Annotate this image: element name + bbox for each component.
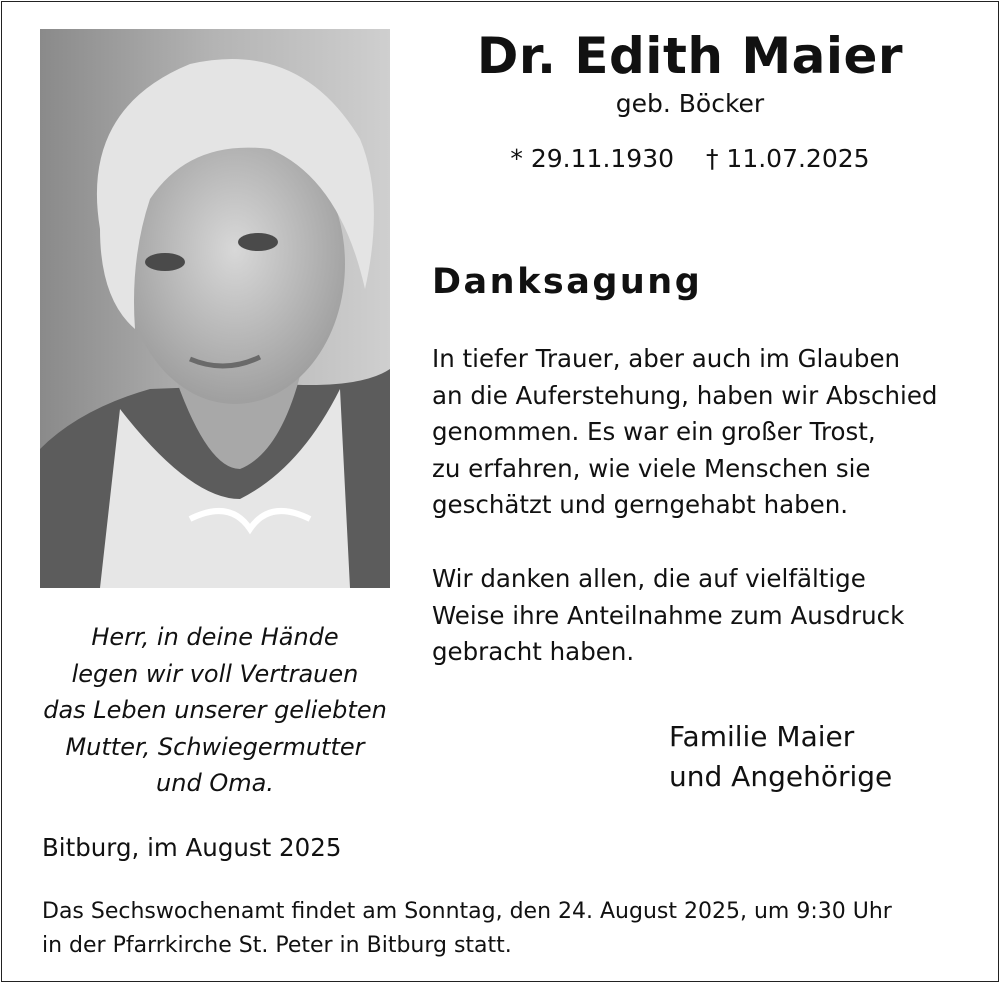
verse-line: und Oma.	[156, 769, 274, 797]
verse-line: Herr, in deine Hände	[91, 623, 339, 651]
thanks-paragraph-2	[432, 561, 972, 671]
place-date: Bitburg, im August 2025	[42, 833, 342, 862]
service-notice	[42, 895, 962, 963]
death-date: † 11.07.2025	[705, 144, 870, 173]
signature-line: Familie Maier	[669, 720, 855, 753]
thanks-heading: Danksagung	[432, 262, 703, 302]
text-line: zu erfahren, wie viele Menschen sie	[432, 453, 871, 483]
text-line: Weise ihre Anteilnahme zum Ausdruck	[432, 600, 905, 630]
text-line: Wir danken allen, die auf vielfältige	[432, 564, 866, 593]
birth-date: * 29.11.1930	[510, 144, 675, 173]
thanks-paragraph-1	[432, 341, 972, 524]
notice-line: Das Sechswochenamt findet am Sonntag, den 24. August 2025, um 9:30 Uhr	[42, 899, 892, 924]
text-line: genommen. Es war ein großer Trost,	[432, 417, 876, 446]
deceased-name: Dr. Edith Maier	[476, 27, 904, 85]
text-line: In tiefer Trauer, aber auch im Glauben	[432, 344, 901, 373]
text-line: an die Auferstehung, haben wir Abschied	[432, 380, 938, 410]
portrait-photo	[40, 29, 390, 588]
life-dates	[480, 143, 900, 176]
birth-name: geb. Böcker	[615, 89, 765, 118]
text-line: geschätzt und gerngehabt haben.	[432, 490, 849, 519]
notice-line: in der Pfarrkirche St. Peter in Bitburg statt.	[42, 933, 512, 958]
text-line: gebracht haben.	[432, 637, 635, 666]
signature-line: und Angehörige	[669, 760, 893, 793]
verse-line: legen wir voll Vertrauen	[71, 659, 359, 688]
verse-line: Mutter, Schwiegermutter	[65, 732, 365, 761]
verse	[30, 619, 400, 802]
signature	[669, 717, 892, 797]
verse-line: das Leben unserer geliebten	[43, 696, 387, 724]
